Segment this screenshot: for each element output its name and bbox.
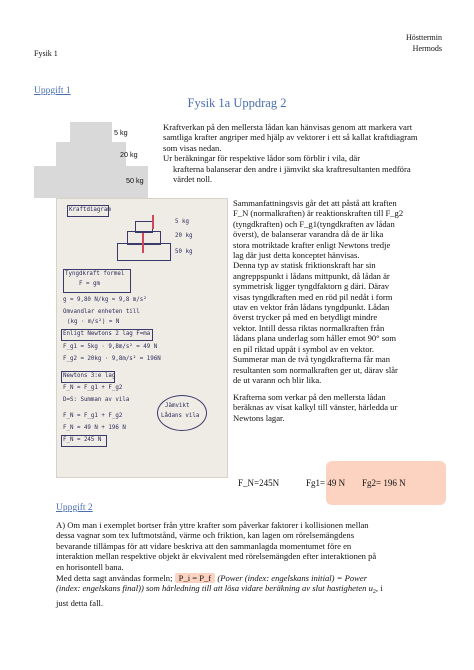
page-title: Fysik 1a Uppdrag 2 [187,96,287,110]
label-20kg: 20 kg [120,150,138,159]
uppgift1-conclusion: Krafterna som verkar på den mellersta lådan beräknas av visat kalkyl till vänster, härledda ur Newtons lagar. [233,392,398,423]
uppgift1-intro: Kraftverkan på den mellersta lådan kan hänvisas genom att markera vart samtliga krafter angriper med hjälp av vektorer i ett så kallat kraftdiagram som visas nedan. Ur beräkningar för respektive lådor som förblir i vila, där krafterna balanserar den andre i jämvikt ska kraftresultanten medföra värdet noll. [163,122,418,185]
result-fg2: Fg2= 196 N [362,478,406,488]
formula-highlight: P_i = P_f [175,573,216,583]
label-5kg: 5 kg [114,128,128,137]
box-stack-diagram [34,122,154,202]
label-50kg: 50 kg [126,176,144,185]
result-fg1: Fg1= 49 N [306,478,346,488]
handwritten-calculation-photo: Kraftdiagram 5 kg 20 kg 50 kg Tyngdkraft formel F = gm g = 9,80 N/kg ≈ 9,8 m/s² Omvandlar enheten till (kg · m/s²) = N Enligt Newtons 2 lag F=ma F_g1 = 5kg · 9,8m/s² = 49 N F_g2 = 20kg · 9,8m/s² = 196N Newtons 3:e lag F_N = F_g1 + F_g2 D=S: Summan av vila F_N = F_g1 + F_g2 F_N = 49 N + 196 N F_N = 245 N Jämvikt Lådans vila [56,198,228,478]
box-5kg [70,122,112,142]
header-school: Hermods [412,44,442,53]
result-fn: F_N=245N [238,478,280,488]
uppgift2-heading: Uppgift 2 [56,503,93,513]
uppgift1-heading: Uppgift 1 [34,86,71,96]
formula-line-2: (index: engelskans final)) som härledning till att lösa vidare beräkning av slut hastigheten $u_2$, i [56,583,383,596]
header-term: Hösttermin [406,33,442,42]
formula-line: Med detta sagt användas formeln; P_i = P_f (Power (index: engelskans initial) = Power [56,573,368,584]
uppgift2-paragraph: A) Om man i exemplet bortser från yttre krafter som påverkar faktorer i kollisionen mellan dessa vagnar som tex luftmotstånd, värme och friktion, kan lagen om rörelsemängdens bevarande tillämpas för att vidare beskriva att den sammanlagda momentumet före en interaktion mellan respektive objekt är ekvivalent med rörelsemängden efter interaktionen på en horisontell bana. Med detta sagt användas formeln; P_i = P_f (Power (index: engelskans initial) = Power (index: engelskans final)) som härledning till att lösa vidare beräkning av slut hastigheten $u_2$, i just detta fall. [56,520,456,608]
uppgift1-summary: Sammanfattningsvis går det att påstå att kraften F_N (normalkraften) är reaktionskraften till F_g2 (tyngdkraften) och F_g1(tyngdkraften av lådan överst), de balanserar varandra då de är lika stora motriktade krafter enligt Newtons tredje lag där just detta konceptet hänvisas. Denna typ av statisk friktionskraft har sin angreppspunkt i lådans mittpunkt, då lådan är symmetrisk ligger tyngdfaktorn g däri. Därav visas tyngdkraften med en röd pil nedåt i form utav en vektor från lådans tyngdpunkt. Lådan överst trycker på med en betydligt mindre vektor. Intill dessa riktas normalkraften från lådans plana underlag som håller emot 90° som en pil riktad uppåt i symbol av en vektor. Summerar man de två tyngdkrafterna får man resultanten som normalkraften ger ut, därav slår de ut varann och blir lika. [233,198,404,385]
header-course: Fysik 1 [34,49,58,58]
box-20kg [56,142,126,166]
